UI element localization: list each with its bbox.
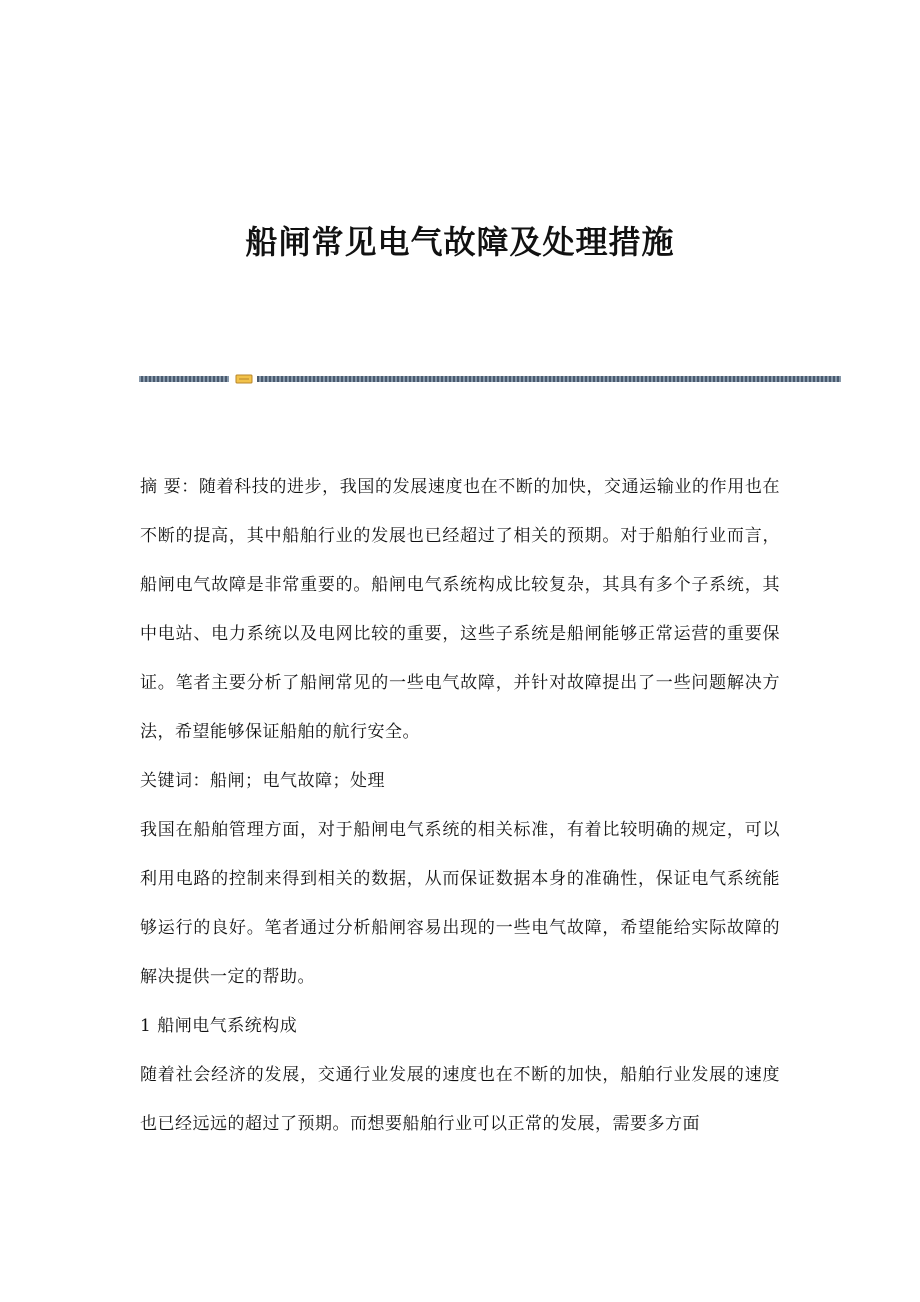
document-body: [140, 463, 780, 1149]
abstract-paragraph: 摘 要：随着科技的进步，我国的发展速度也在不断的加快，交通运输业的作用也在不断的提高，其中船舶行业的发展也已经超过了相关的预期。对于船舶行业而言，船闸电气故障是非常重要的。船闸电气系统构成比较复杂，其具有多个子系统，其中电站、电力系统以及电网比较的重要，这些子系统是船闸能够正常运营的重要保证。笔者主要分析了船闸常见的一些电气故障，并针对故障提出了一些问题解决方法，希望能够保证船舶的航行安全。: [140, 477, 780, 742]
divider-ornament-icon: [236, 375, 252, 383]
title-divider: [139, 374, 841, 384]
intro-paragraph: 我国在船舶管理方面，对于船闸电气系统的相关标准，有着比较明确的规定，可以利用电路的控制来得到相关的数据，从而保证数据本身的准确性，保证电气系统能够运行的良好。笔者通过分析船闸容易出现的一些电气故障，希望能给实际故障的解决提供一定的帮助。: [140, 820, 780, 987]
document-title: 船闸常见电气故障及处理措施: [245, 223, 675, 261]
section-heading: 1 船闸电气系统构成: [140, 1016, 298, 1036]
keywords-line: 关键词：船闸；电气故障；处理: [140, 771, 385, 791]
section-paragraph: 随着社会经济的发展，交通行业发展的速度也在不断的加快，船舶行业发展的速度也已经远远的超过了预期。而想要船舶行业可以正常的发展，需要多方面: [140, 1065, 780, 1134]
